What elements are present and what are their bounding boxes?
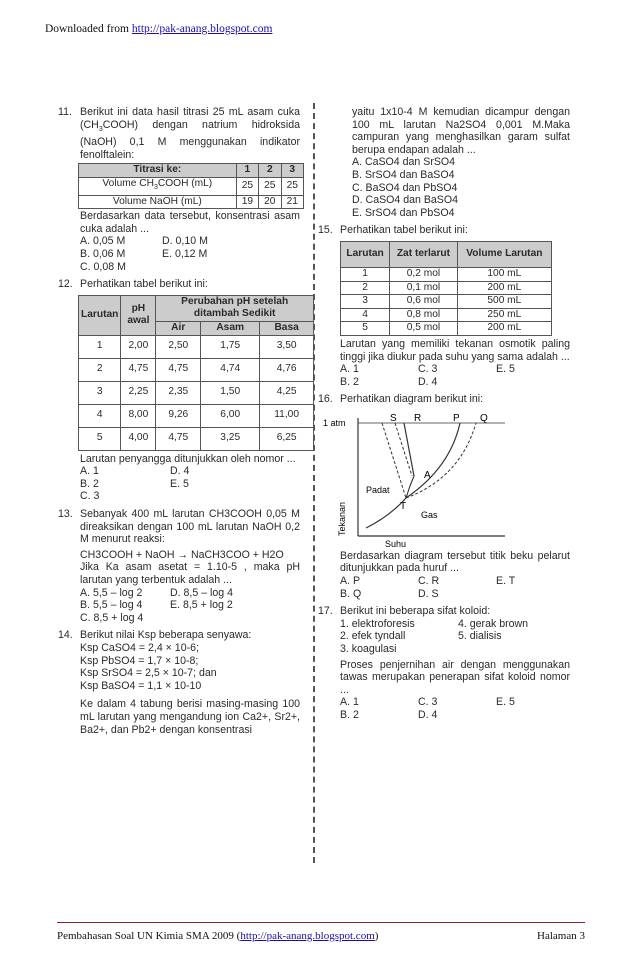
q15-option-a[interactable]: A. 1 (340, 363, 359, 376)
q12-option-d[interactable]: D. 4 (170, 465, 190, 478)
left-column (58, 106, 300, 736)
q16-option-d[interactable]: D. S (418, 587, 439, 600)
question-15 (318, 224, 570, 388)
page-number: Halaman 3 (537, 930, 585, 942)
q11-number: 11. (58, 106, 72, 118)
q16-number: 16. (318, 393, 333, 406)
q14-text: Berikut nilai Ksp beberapa senyawa: (80, 629, 252, 642)
q12-option-a[interactable]: A. 1 (80, 465, 99, 478)
label-t: T (400, 500, 407, 512)
label-tekanan: Tekanan (337, 501, 347, 536)
phase-diagram (320, 408, 510, 548)
label-padat: Padat (366, 484, 390, 495)
q11-text: Berikut ini data hasil titrasi 25 mL asam cuka $(CH_3COOH)$ dengan natrium hidroksida (NaOH) 0,1 M menggunakan indikator fenolftalein: (80, 106, 300, 161)
q15-text2: Larutan yang memiliki tekanan osmotik paling tinggi jika diukur pada suhu yang sama adalah ... (340, 337, 570, 363)
q14-option-d[interactable]: D. CaSO4 dan BaSO4 (352, 194, 458, 207)
question-12 (58, 278, 300, 503)
q16-option-e[interactable]: E. T (496, 575, 516, 588)
q11-text2: Berdasarkan data tersebut, konsentrasi asam cuka adalah ... (80, 210, 300, 235)
label-p: P (453, 412, 460, 424)
question-17 (318, 605, 570, 721)
question-16 (318, 393, 570, 600)
footer-left: Pembahasan Soal UN Kimia SMA 2009 (http://pak-anang.blogspot.com) (57, 930, 379, 942)
label-a: A (424, 469, 431, 481)
q13-option-e[interactable]: E. 8,5 + log 2 (170, 599, 233, 612)
q11-table: Titrasi ke: 1 2 3 Volume $CH_3COOH$ (mL) 25 25 25 Volume NaOH (mL) 19 20 21 (78, 163, 304, 209)
q16-option-c[interactable]: C. R (418, 575, 440, 588)
q16-text2: Berdasarkan diagram tersebut titik beku pelarut ditunjukkan pada huruf ... (340, 549, 570, 575)
q14-option-c[interactable]: C. BaSO4 dan PbSO4 (352, 181, 458, 194)
q17-option-a[interactable]: A. 1 (340, 696, 359, 709)
page-header (45, 23, 272, 35)
q12-table: Larutan pH awal Perubahan pH setelah ditambah Sedikit Air Asam Basa 1 2,00 2,50 1,75 3,50 2 4,75 4,75 4,74 4,76 3 2,25 2,35 1,50 4,25 4 8,00 9,26 6,00 11,00 5 4,00 4,75 3,25 6,25 (78, 295, 314, 451)
q14-ksp-caso4: Ksp CaSO4 = 2,4 × 10-6; (80, 641, 199, 654)
q13-text: Sebanyak 400 mL larutan CH3COOH 0,05 M direaksikan dengan 100 mL larutan NaOH 0,2 M menurut reaksi: (80, 508, 300, 546)
q17-option-d[interactable]: D. 4 (418, 709, 438, 721)
q17-number: 17. (318, 605, 333, 618)
q11-option-a[interactable]: A. 0,05 M (80, 235, 126, 248)
q14-text3: yaitu 1x10-4 M kemudian dicampur dengan 100 mL larutan Na2SO4 0,001 M.Maka campuran yang menghasilkan garam sulfat berupa endapan adalah ... (352, 106, 570, 156)
header-prefix: Downloaded from (45, 23, 132, 35)
q15-option-b[interactable]: B. 2 (340, 375, 359, 388)
q12-option-c[interactable]: C. 3 (80, 490, 100, 503)
header-link[interactable]: http://pak-anang.blogspot.com (131, 23, 273, 35)
q14-number: 14. (58, 629, 73, 642)
q13-reaction: CH3COOH + NaOH → NaCH3COO + H2O (80, 548, 284, 561)
column-divider (313, 103, 315, 863)
q12-text: Perhatikan tabel berikut ini: (80, 278, 208, 291)
footer-link[interactable]: http://pak-anang.blogspot.com (240, 930, 375, 942)
q11-option-d[interactable]: D. 0,10 M (162, 235, 208, 248)
q15-number: 15. (318, 224, 333, 237)
q15-option-e[interactable]: E. 5 (496, 363, 515, 376)
question-13 (58, 508, 300, 624)
q14-text2: Ke dalam 4 tabung berisi masing-masing 100 mL larutan yang mengandung ion Ca2+, Sr2+, Ba2+, dan Pb2+ dengan konsentrasi (80, 698, 300, 736)
q11-option-c[interactable]: C. 0,08 M (80, 260, 126, 273)
q13-option-b[interactable]: B. 5,5 – log 4 (80, 599, 143, 612)
q17-option-b[interactable]: B. 2 (340, 709, 359, 721)
solution-liquid-gas-line (406, 423, 476, 498)
q12-text2: Larutan penyangga ditunjukkan oleh nomor ... (80, 452, 296, 465)
footer-rule (57, 922, 585, 923)
page-footer (57, 930, 585, 942)
q13-text2: Jika Ka asam asetat = 1.10-5 , maka pH larutan yang terbentuk adalah ... (80, 561, 300, 586)
question-14 (58, 629, 300, 736)
q12-number: 12. (58, 278, 73, 291)
q13-option-a[interactable]: A. 5,5 – log 2 (80, 586, 143, 599)
q16-option-a[interactable]: A. P (340, 575, 361, 588)
q11-option-e[interactable]: E. 0,12 M (162, 248, 208, 261)
q13-option-c[interactable]: C. 8,5 + log 4 (80, 611, 144, 624)
question-14-cont (330, 106, 570, 219)
q15-table: Larutan Zat terlarut Volume Larutan 1 0,2 mol 100 mL 2 0,1 mol 200 mL 3 0,6 mol 500 mL 4 0,8 mol 250 mL 5 0,5 mol 200 mL (340, 241, 552, 336)
q14-option-a[interactable]: A. CaSO4 dan SrSO4 (352, 156, 456, 169)
q12-option-b[interactable]: B. 2 (80, 477, 99, 490)
q13-option-d[interactable]: D. 8,5 – log 4 (170, 586, 234, 599)
liquid-gas-line (406, 423, 460, 498)
q14-ksp-pbso4: Ksp PbSO4 = 1,7 × 10-8; (80, 654, 199, 667)
right-column (318, 106, 570, 722)
q16-text: Perhatikan diagram berikut ini: (340, 393, 484, 406)
q15-text: Perhatikan tabel berikut ini: (340, 224, 468, 237)
q17-prop-2: 2. efek tyndall (340, 630, 406, 643)
question-11 (58, 106, 300, 273)
q15-option-d[interactable]: D. 4 (418, 375, 438, 388)
q17-option-e[interactable]: E. 5 (496, 696, 515, 709)
q17-prop-1: 1. elektroforesis (340, 617, 415, 630)
q14-option-b[interactable]: B. SrSO4 dan BaSO4 (352, 168, 455, 181)
q17-prop-4: 4. gerak brown (458, 617, 529, 630)
label-suhu: Suhu (385, 538, 407, 548)
label-q: Q (480, 412, 488, 424)
label-1atm: 1 atm (323, 417, 346, 428)
q12-option-e[interactable]: E. 5 (170, 477, 189, 490)
label-s: S (390, 412, 397, 424)
q13-number: 13. (58, 508, 73, 521)
q16-option-b[interactable]: B. Q (340, 587, 362, 600)
q17-text: Berikut ini beberapa sifat koloid: (340, 605, 491, 618)
q17-prop-3: 3. koagulasi (340, 643, 397, 656)
label-gas: Gas (421, 509, 438, 520)
label-r: R (414, 412, 422, 424)
q17-prop-5: 5. dialisis (458, 630, 502, 643)
q15-option-c[interactable]: C. 3 (418, 363, 438, 376)
q14-ksp-baso4: Ksp BaSO4 = 1,1 × 10-10 (80, 679, 202, 692)
q11-option-b[interactable]: B. 0,06 M (80, 248, 126, 261)
q14-ksp-srso4: Ksp SrSO4 = 2,5 × 10-7; dan (80, 667, 217, 680)
q17-text2: Proses penjernihan air dengan menggunakan tawas merupakan penerapan sifat koloid nomor ... (340, 658, 570, 696)
q17-option-c[interactable]: C. 3 (418, 696, 438, 709)
q14-option-e[interactable]: E. SrSO4 dan PbSO4 (352, 206, 455, 219)
